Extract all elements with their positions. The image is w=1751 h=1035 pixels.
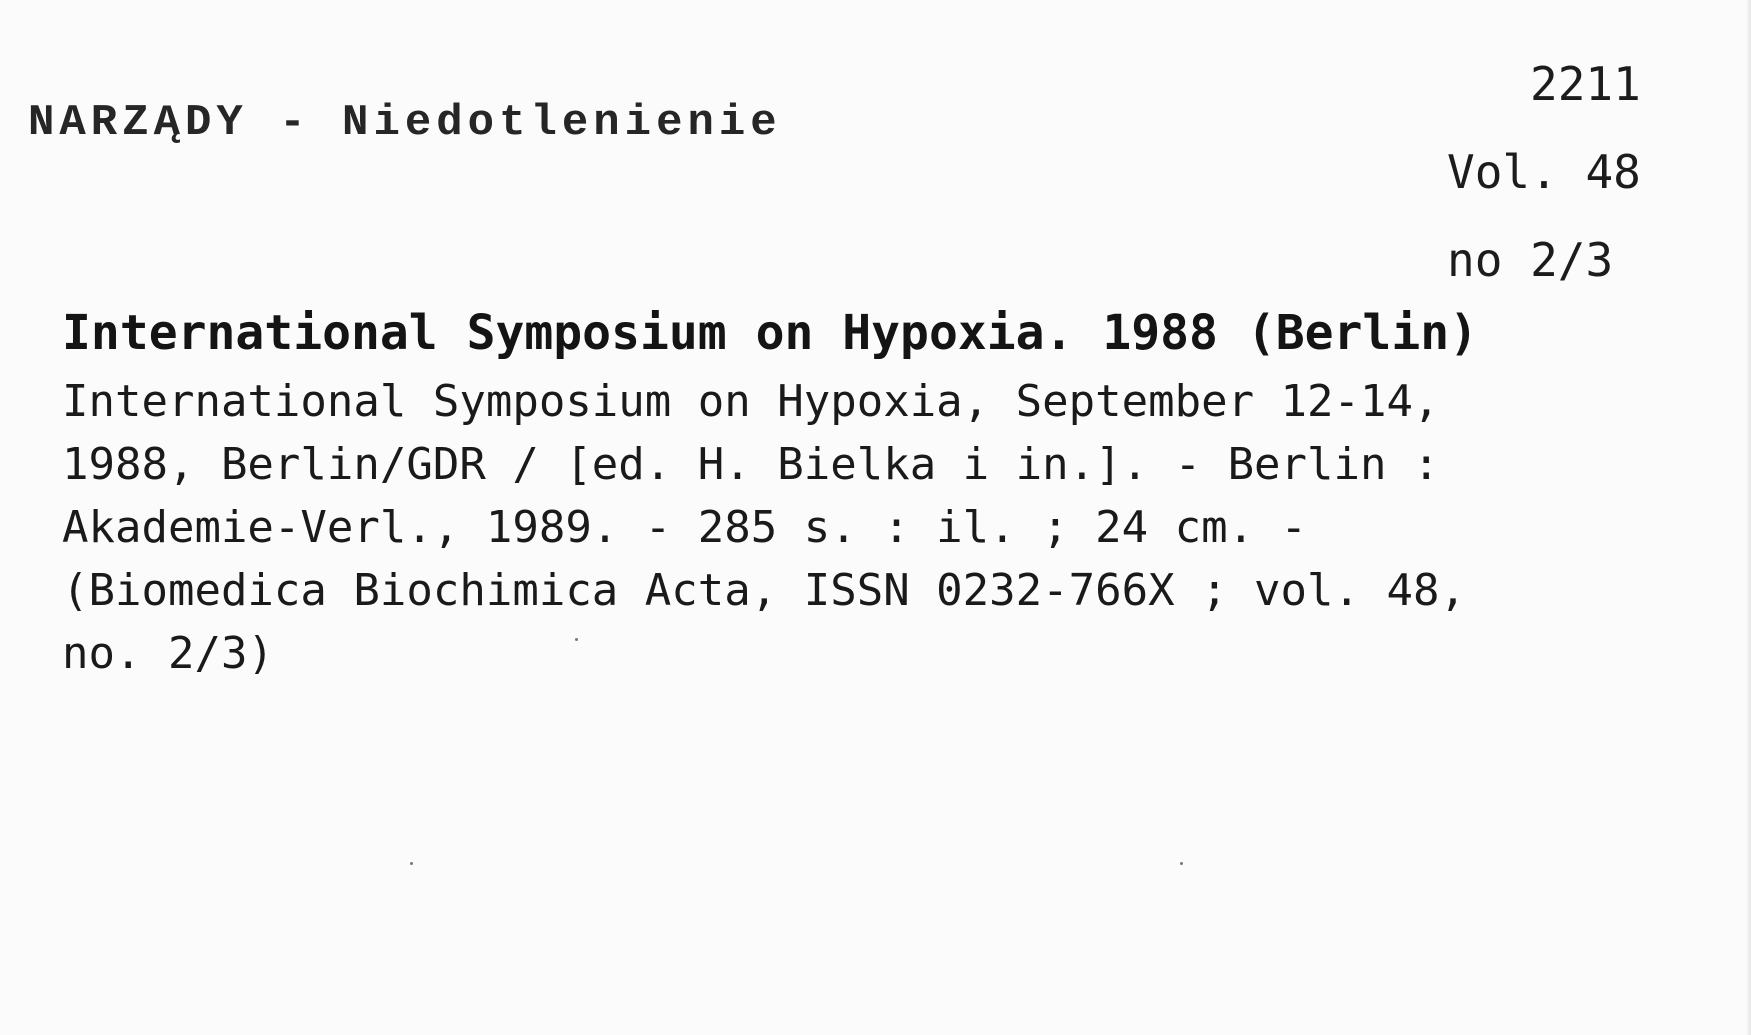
card-edge (1745, 0, 1751, 1035)
subject-heading: NARZĄDY - Niedotlenienie (28, 98, 782, 148)
description-line: (Biomedica Biochimica Acta, ISSN 0232-766X ; vol. 48, (62, 565, 1466, 616)
call-number-id: 2211 (1530, 57, 1641, 111)
paper-speck (575, 638, 578, 641)
bibliographic-description (62, 370, 1466, 685)
description-line: International Symposium on Hypoxia, September 12-14, (62, 376, 1440, 427)
description-line: 1988, Berlin/GDR / [ed. H. Bielka i in.]. - Berlin : (62, 439, 1440, 490)
paper-speck (410, 862, 413, 865)
description-line: no. 2/3) (62, 628, 274, 679)
call-number-volume: Vol. 48 (1447, 145, 1641, 199)
paper-speck (1180, 862, 1183, 865)
call-number (1447, 40, 1641, 304)
call-number-issue: no 2/3 (1447, 233, 1614, 287)
main-entry-heading: International Symposium on Hypoxia. 1988 (Berlin) (62, 305, 1479, 361)
description-line: Akademie-Verl., 1989. - 285 s. : il. ; 24 cm. - (62, 502, 1308, 553)
